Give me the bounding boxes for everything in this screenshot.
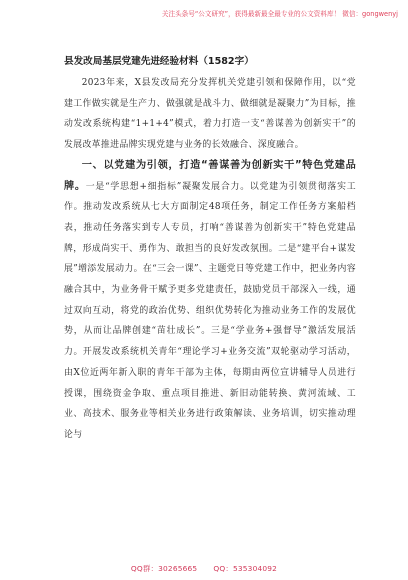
intro-paragraph: 2023年来，X县发改局充分发挥机关党建引领和保障作用，以“党建工作做实就是生产力、做强就是战斗力、做细就是凝聚力”为目标，推动发改系统构建“1+1+4”模式，着力打造一支“善谋善为创新实干”的发展改革推进品牌实现党建与业务的长效融合、深度融合。 — [64, 78, 356, 151]
footer — [0, 563, 408, 574]
section-1-heading: 一、以党建为引领，打造“善谋善为创新实干”特色党建品牌。 — [64, 159, 356, 192]
footer-qq: QQ：535304092 — [213, 564, 278, 573]
document-body — [64, 73, 356, 446]
section-1-paragraph — [64, 156, 356, 446]
document-title: 县发改局基层党建先进经验材料（1582字） — [64, 56, 254, 67]
section-1-body: 一是“学思想+细指标”凝聚发展合力。以党建为引领贯彻落实工作。推动发改系统从七大方面制定48项任务，制定工作任务方案船档表，推动任务落实到专人专员，打响“善谋善为创新实干”特色党建品牌，形成尚实干、勇作为、敢担当的良好发改氛围。二是“建平台+谋发展”增添发展动力。在“三会一课”、主题党日等党建工作中，把业务内容融合其中，为业务骨干赋予更多党建责任，鼓励党员干部深入一线，通过双向互动，将党的政治优势、组织优势转化为推动业务工作的发展优势，从而让品牌创建“苗壮成长”。三是“学业务+强督导”激活发展活力。开展发改系统机关青年“理论学习+业务交流”双轮驱动学习活动，由X位近两年新入职的青年干部为主体，每期由两位宣讲辅导人员进行授课，围绕资金争取、重点项目推进、新旧动能转换、黄河流域、工业、高技术、服务业等相关业务进行政策解读、业务培训，切实推动理论与 — [64, 181, 356, 440]
top-banner: 关注头条号“公文研究”，获得最新最全最专业的公文资料库！ 微信：gongwenyj — [161, 10, 398, 18]
footer-qq-group: QQ群：30265665 — [130, 564, 198, 573]
